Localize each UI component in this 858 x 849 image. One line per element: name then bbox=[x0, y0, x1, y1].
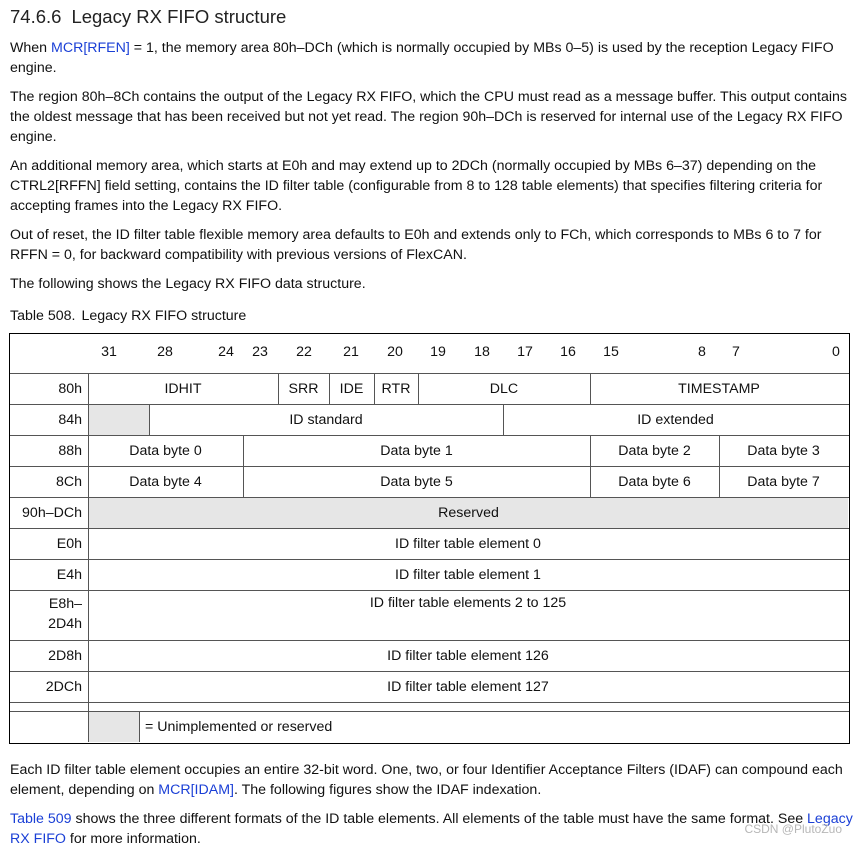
row-address: 2D8h bbox=[48, 647, 82, 664]
row-address: 90h–DCh bbox=[22, 504, 82, 521]
watermark: CSDN @PlutoZuo bbox=[744, 822, 842, 836]
reserved-shaded-cell bbox=[89, 405, 149, 435]
paragraph-region-output: The region 80h–8Ch contains the output of the Legacy RX FIFO, which the CPU must read as a message buffer. This output contains the oldest message that has been received but not yet read. The region 90h–DCh is reserved for internal use of the Legacy RX FIFO engine. bbox=[10, 89, 848, 145]
field-id-filter-element-1: ID filter table element 1 bbox=[395, 566, 541, 583]
field-data-byte-1: Data byte 1 bbox=[380, 442, 453, 459]
link-table-509[interactable]: Table 509 bbox=[10, 811, 72, 827]
paragraph-id-filter-area: An additional memory area, which starts at E0h and may extend up to 2DCh (normally occupied by MBs 6–37) depending on the CTRL2[RFFN] field setting, contains the ID filter table (configurable from 8 to 128 table elements) that specifies filtering criteria for accepting frames into the Legacy RX FIFO. bbox=[10, 158, 823, 214]
bit-number: 20 bbox=[387, 344, 403, 360]
field-data-byte-6: Data byte 6 bbox=[618, 473, 691, 490]
paragraph-rfen: When MCR[RFEN] = 1, the memory area 80h–DCh (which is normally occupied by MBs 0–5) is used by the reception Legacy FIFO engine. bbox=[10, 40, 834, 76]
bit-number: 28 bbox=[157, 344, 173, 360]
row-address: E8h– 2D4h bbox=[48, 596, 82, 632]
bit-number: 0 bbox=[832, 344, 840, 360]
field-srr: SRR bbox=[288, 380, 319, 397]
field-rtr: RTR bbox=[381, 380, 411, 397]
paragraph-structure-intro: The following shows the Legacy RX FIFO data structure. bbox=[10, 276, 366, 292]
legend-text: = Unimplemented or reserved bbox=[145, 718, 333, 735]
bit-number: 18 bbox=[474, 344, 490, 360]
row-address: 8Ch bbox=[55, 473, 82, 490]
field-id-filter-element-126: ID filter table element 126 bbox=[387, 647, 549, 664]
bit-number: 21 bbox=[343, 344, 359, 360]
field-reserved: Reserved bbox=[89, 498, 848, 528]
paragraph-reset-default: Out of reset, the ID filter table flexible memory area defaults to E0h and extends only to FCh, which corresponds to MBs 6 to 7 for RFFN = 0, for backward compatibility with previous versions of FlexCAN. bbox=[10, 227, 822, 263]
field-timestamp: TIMESTAMP bbox=[678, 380, 760, 397]
section-number: 74.6.6 bbox=[10, 6, 62, 27]
field-data-byte-7: Data byte 7 bbox=[747, 473, 820, 490]
row-address: 2DCh bbox=[45, 678, 82, 695]
field-data-byte-2: Data byte 2 bbox=[618, 442, 691, 459]
row-address: E4h bbox=[56, 566, 82, 583]
bit-number: 22 bbox=[296, 344, 312, 360]
bit-number: 23 bbox=[252, 344, 268, 360]
field-data-byte-0: Data byte 0 bbox=[129, 442, 202, 459]
field-ide: IDE bbox=[339, 380, 364, 397]
row-address: 88h bbox=[58, 442, 82, 459]
link-legacy-rx-fifo[interactable]: Legacy RX FIFO bbox=[10, 811, 853, 847]
field-id-filter-element-127: ID filter table element 127 bbox=[387, 678, 549, 695]
bit-number: 15 bbox=[603, 344, 619, 360]
field-data-byte-3: Data byte 3 bbox=[747, 442, 820, 459]
field-data-byte-4: Data byte 4 bbox=[129, 473, 202, 490]
bit-number: 17 bbox=[517, 344, 533, 360]
paragraph-idaf: Each ID filter table element occupies an entire 32-bit word. One, two, or four Identifier Acceptance Filters (IDAF) can compound each element, depending on MCR[IDAM]. The following figures show the IDAF indexation. bbox=[10, 762, 843, 798]
bit-number: 31 bbox=[101, 344, 117, 360]
field-id-filter-element-0: ID filter table element 0 bbox=[395, 535, 541, 552]
field-id-filter-elements-2-125: ID filter table elements 2 to 125 bbox=[369, 595, 567, 611]
bit-number: 7 bbox=[732, 344, 740, 360]
field-id-standard: ID standard bbox=[289, 411, 363, 428]
field-idhit: IDHIT bbox=[164, 380, 202, 397]
table-number: Table 508. bbox=[10, 308, 76, 324]
field-id-extended: ID extended bbox=[637, 411, 714, 428]
link-mcr-idam[interactable]: MCR[IDAM] bbox=[158, 782, 234, 798]
field-dlc: DLC bbox=[489, 380, 519, 397]
table-title: Legacy RX FIFO structure bbox=[81, 308, 247, 324]
legend-swatch bbox=[89, 712, 139, 742]
bit-number: 19 bbox=[430, 344, 446, 360]
row-address: E0h bbox=[56, 535, 82, 552]
table-caption bbox=[10, 308, 246, 324]
section-heading bbox=[10, 6, 286, 28]
link-mcr-rfen[interactable]: MCR[RFEN] bbox=[51, 40, 130, 56]
bit-number: 16 bbox=[560, 344, 576, 360]
section-title: Legacy RX FIFO structure bbox=[71, 6, 287, 27]
legacy-rx-fifo-table bbox=[9, 333, 850, 744]
row-address: 80h bbox=[58, 380, 82, 397]
bit-number: 24 bbox=[218, 344, 234, 360]
field-data-byte-5: Data byte 5 bbox=[380, 473, 453, 490]
bit-number: 8 bbox=[698, 344, 706, 360]
paragraph-table-formats: Table 509 shows the three different formats of the ID table elements. All elements of the table must have the same format. See Legacy RX FIFO for more information. bbox=[10, 811, 853, 847]
row-address: 84h bbox=[58, 411, 82, 428]
